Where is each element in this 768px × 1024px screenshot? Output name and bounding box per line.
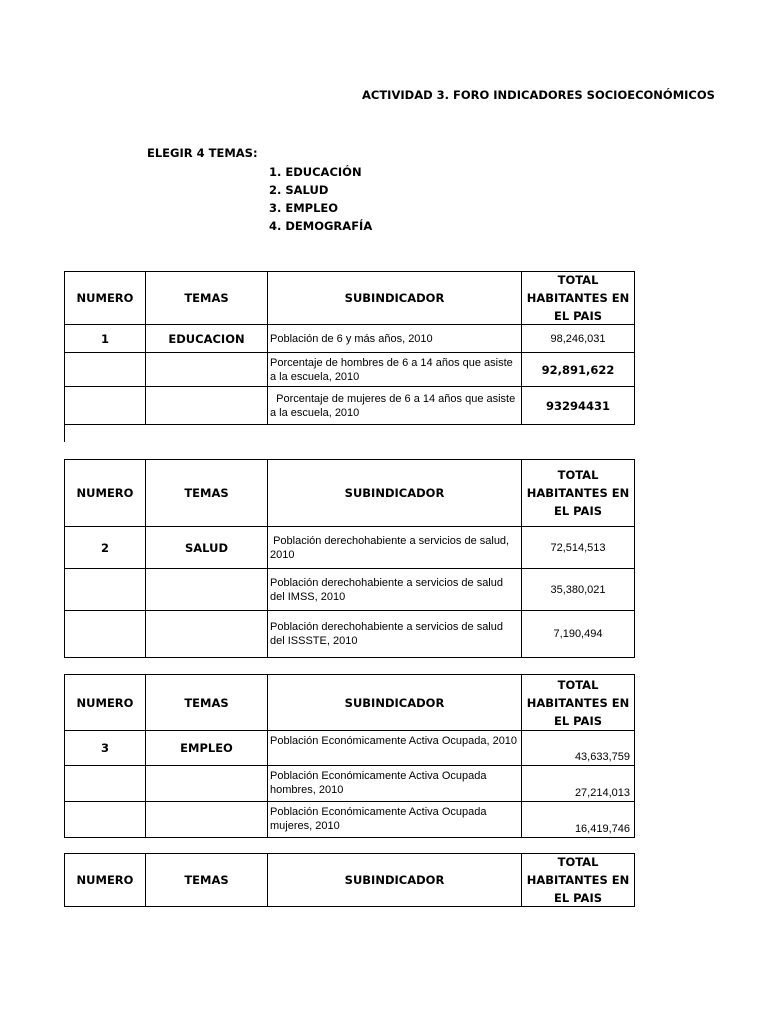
header-temas: TEMAS [146,675,268,731]
header-numero: NUMERO [65,854,146,906]
row-subindicador: Población Económicamente Activa Ocupada hombres, 2010 [268,766,522,802]
row-total: 43,633,759 [522,731,634,766]
header-total-line: EL PAIS [553,309,603,323]
header-total-line: TOTAL [557,468,599,482]
topic-list [269,163,372,235]
row-total: 92,891,622 [522,353,634,387]
row-tema-empty [146,387,268,424]
header-subindicador: SUBINDICADOR [268,675,522,731]
header-total-line: HABITANTES EN [526,486,630,500]
table-border-stub [64,424,65,442]
row-numero: 3 [65,731,146,766]
topic-item: 4. DEMOGRAFÍA [269,219,373,233]
row-tema-empty [146,569,268,611]
topic-item: 3. EMPLEO [269,201,339,215]
header-temas: TEMAS [146,854,268,906]
row-total: 16,419,746 [574,823,630,835]
header-total [522,272,634,325]
row-total: 27,214,013 [522,766,634,802]
header-temas: TEMAS [146,460,268,527]
header-total [522,675,634,731]
header-numero: NUMERO [65,272,146,325]
row-total: 7,190,494 [553,628,603,640]
indicator-table-salud [64,459,635,658]
header-total-line: HABITANTES EN [526,873,630,887]
row-numero-empty [65,387,146,424]
row-numero-empty [65,569,146,611]
document-title: ACTIVIDAD 3. FORO INDICADORES SOCIOECONÓMICOS [362,88,715,102]
header-total-line: TOTAL [557,855,599,869]
row-subindicador: Población derechohabiente a servicios de salud del ISSSTE, 2010 [268,611,522,657]
indicator-table-educacion [64,271,635,425]
header-total-line: TOTAL [557,677,599,692]
header-subindicador: SUBINDICADOR [268,272,522,325]
header-numero: NUMERO [65,460,146,527]
header-total-line: HABITANTES EN [526,695,630,710]
indicator-table-demografia [64,853,635,907]
row-tema-empty [146,353,268,387]
header-total [522,854,634,906]
header-total-line: EL PAIS [553,504,603,518]
header-subindicador: SUBINDICADOR [268,460,522,527]
header-total-line: HABITANTES EN [526,291,630,305]
header-total [522,460,634,527]
header-subindicador: SUBINDICADOR [268,854,522,906]
row-tema-empty [146,611,268,657]
header-total-line: TOTAL [557,273,599,287]
row-tema-empty [146,802,268,837]
row-subindicador: Población Económicamente Activa Ocupada mujeres, 2010 [268,802,522,837]
row-numero: 1 [65,325,146,353]
row-subindicador: Porcentaje de mujeres de 6 a 14 años que asiste a la escuela, 2010 [268,387,522,424]
header-numero: NUMERO [65,675,146,731]
row-numero-empty [65,611,146,657]
row-numero-empty [65,353,146,387]
row-subindicador: Población de 6 y más años, 2010 [268,325,522,353]
row-subindicador: Población derechohabiente a servicios de salud, 2010 [268,527,522,569]
header-temas: TEMAS [146,272,268,325]
row-numero: 2 [65,527,146,569]
row-subindicador: Porcentaje de hombres de 6 a 14 años que asiste a la escuela, 2010 [268,353,522,387]
row-total: 35,380,021 [522,569,634,611]
indicator-table-empleo [64,674,635,838]
instruction-label: ELEGIR 4 TEMAS: [147,146,258,160]
row-numero-empty [65,802,146,837]
header-total-line: EL PAIS [553,891,603,905]
row-tema-empty [146,766,268,802]
topic-item: 1. EDUCACIÓN [269,165,362,179]
row-tema: EDUCACION [146,325,268,353]
row-tema: SALUD [146,527,268,569]
row-total: 93294431 [545,398,610,413]
row-tema: EMPLEO [146,731,268,766]
row-subindicador: Población derechohabiente a servicios de salud del IMSS, 2010 [268,569,522,611]
row-total: 98,246,031 [522,325,634,353]
row-subindicador: Población Económicamente Activa Ocupada, 2010 [268,731,522,766]
row-total: 72,514,513 [522,527,634,569]
header-total-line: EL PAIS [553,713,603,728]
row-numero-empty [65,766,146,802]
topic-item: 2. SALUD [269,183,329,197]
